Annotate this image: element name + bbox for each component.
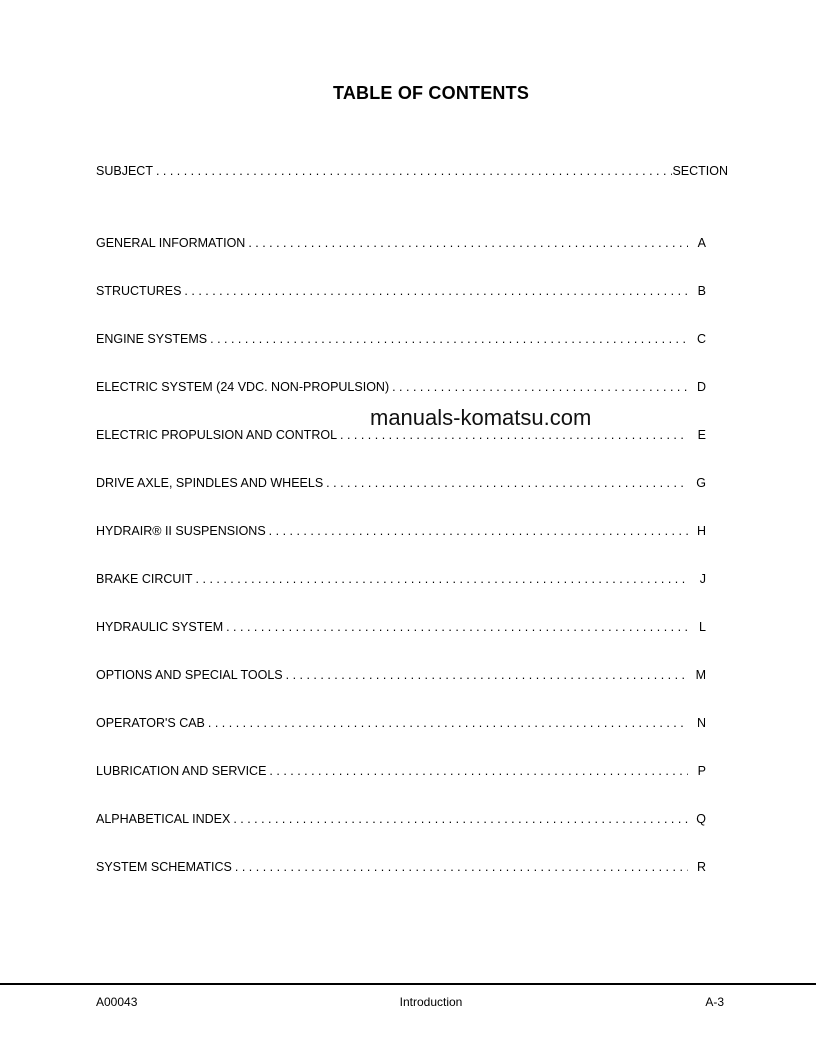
toc-entry[interactable] bbox=[96, 572, 706, 588]
toc-entry[interactable] bbox=[96, 284, 706, 300]
subject-column-header: SUBJECT bbox=[96, 164, 153, 178]
toc-entry-section: E bbox=[697, 428, 706, 442]
toc-entry-subject: ALPHABETICAL INDEX bbox=[96, 812, 231, 826]
leader-dots bbox=[326, 476, 688, 490]
toc-entry[interactable] bbox=[96, 524, 706, 540]
footer-chapter: Introduction bbox=[399, 995, 463, 1009]
toc-entry[interactable] bbox=[96, 476, 706, 492]
leader-dots bbox=[208, 716, 688, 730]
toc-entry-section: P bbox=[697, 764, 706, 778]
toc-entry-subject: STRUCTURES bbox=[96, 284, 182, 298]
leader-dots bbox=[156, 164, 672, 178]
toc-entry-subject: LUBRICATION AND SERVICE bbox=[96, 764, 267, 778]
leader-dots bbox=[286, 668, 688, 682]
toc-entry-section: C bbox=[696, 332, 706, 346]
leader-dots bbox=[235, 860, 688, 874]
toc-entry-section: H bbox=[696, 524, 706, 538]
toc-entry-section: D bbox=[696, 380, 706, 394]
toc-entry-subject: OPERATOR'S CAB bbox=[96, 716, 205, 730]
leader-dots bbox=[269, 764, 688, 778]
leader-dots bbox=[392, 380, 688, 394]
toc-entry-section: M bbox=[695, 668, 706, 682]
toc-entry-subject: ELECTRIC SYSTEM (24 VDC. NON-PROPULSION) bbox=[96, 380, 390, 394]
toc-entry-section: B bbox=[697, 284, 706, 298]
leader-dots bbox=[226, 620, 688, 634]
toc-entry[interactable] bbox=[96, 236, 706, 252]
page-title: TABLE OF CONTENTS bbox=[332, 83, 530, 103]
footer-rule bbox=[0, 983, 816, 985]
toc-entry-subject: HYDRAIR® II SUSPENSIONS bbox=[96, 524, 266, 538]
toc-entry-subject: SYSTEM SCHEMATICS bbox=[96, 860, 232, 874]
toc-entry-subject: BRAKE CIRCUIT bbox=[96, 572, 193, 586]
watermark: manuals-komatsu.com bbox=[370, 405, 592, 430]
toc-entry-subject: ELECTRIC PROPULSION AND CONTROL bbox=[96, 428, 338, 442]
leader-dots bbox=[184, 284, 688, 298]
toc-entry-subject: GENERAL INFORMATION bbox=[96, 236, 246, 250]
toc-entry-section: A bbox=[697, 236, 706, 250]
toc-entry-section: J bbox=[699, 572, 706, 586]
toc-entry[interactable] bbox=[96, 764, 706, 780]
toc-entry[interactable] bbox=[96, 332, 706, 348]
toc-entry[interactable] bbox=[96, 860, 706, 876]
toc-entry[interactable] bbox=[96, 812, 706, 828]
section-column-header: SECTION bbox=[672, 164, 728, 178]
toc-entry-subject: DRIVE AXLE, SPINDLES AND WHEELS bbox=[96, 476, 324, 490]
toc-entry-section: G bbox=[696, 476, 706, 490]
leader-dots bbox=[196, 572, 688, 586]
leader-dots bbox=[210, 332, 688, 346]
toc-entry-section: N bbox=[696, 716, 706, 730]
toc-entry[interactable] bbox=[96, 716, 706, 732]
toc-entry-subject: HYDRAULIC SYSTEM bbox=[96, 620, 224, 634]
leader-dots bbox=[233, 812, 688, 826]
leader-dots bbox=[269, 524, 688, 538]
footer-page-number: A-3 bbox=[705, 995, 724, 1009]
toc-entry-section: L bbox=[699, 620, 706, 634]
toc-entry-subject: ENGINE SYSTEMS bbox=[96, 332, 208, 346]
footer-document-id: A00043 bbox=[96, 995, 138, 1009]
leader-dots bbox=[248, 236, 688, 250]
toc-entry-section: Q bbox=[696, 812, 706, 826]
toc-entry-section: R bbox=[696, 860, 706, 874]
toc-header-row bbox=[96, 164, 728, 180]
toc-entry[interactable] bbox=[96, 620, 706, 636]
toc-entry[interactable] bbox=[96, 668, 706, 684]
toc-entry[interactable] bbox=[96, 380, 706, 396]
toc-entry-subject: OPTIONS AND SPECIAL TOOLS bbox=[96, 668, 283, 682]
